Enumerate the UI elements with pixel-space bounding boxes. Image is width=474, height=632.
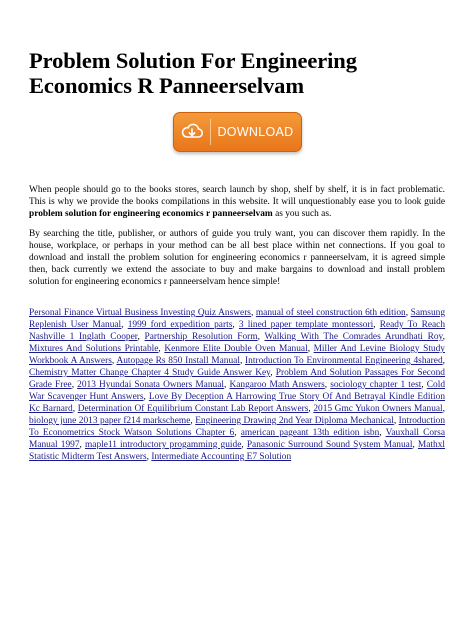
related-link[interactable]: Miller And Levine Biology Study Workbook A Answers xyxy=(29,344,445,366)
related-link[interactable]: Panasonic Surround Sound System Manual xyxy=(246,440,413,450)
related-link[interactable]: biology june 2013 paper f214 markscheme xyxy=(29,416,191,426)
related-link[interactable]: manual of steel construction 6th edition xyxy=(255,308,406,318)
related-link[interactable]: Ready To Reach Nashville 1 Inglath Cooper xyxy=(29,320,446,342)
related-link[interactable]: sociology chapter 1 test xyxy=(330,380,422,390)
intro-text-end: as you such as. xyxy=(272,209,332,219)
download-button-label: DOWNLOAD xyxy=(217,125,294,139)
intro-paragraph xyxy=(29,184,445,220)
description-paragraph: By searching the title, publisher, or authors of guide you truly want, you can discover them rapidly. In the house, workplace, or perhaps in your method can be all best place within net connections. If you goal to download and install the problem solution for engineering economics r panneerselvam, it is agreed simple then, back currently we extend the associate to buy and make bargains to download and install problem solution for engineering economics r panneerselvam hence simple! xyxy=(29,229,445,287)
related-link[interactable]: Problem And Solution Passages For Second Grade Free xyxy=(29,368,445,390)
related-link[interactable]: 2013 Hyundai Sonata Owners Manual xyxy=(77,380,224,390)
related-link[interactable]: Chemistry Matter Change Chapter 4 Study Guide Answer Key xyxy=(29,368,271,378)
related-link[interactable]: Kangaroo Math Answers xyxy=(229,380,325,390)
intro-text: When people should go to the books stores, search launch by shop, shelf by shelf, it is in fact problematic. This is why we provide the books compilations in this website. It will unquestionably ease you to look guide xyxy=(29,185,445,207)
related-link[interactable]: Introduction To Econometrics Stock Watson Solutions Chapter 6 xyxy=(29,416,446,438)
related-link[interactable]: Love By Deception A Harrowing True Story Of And Betrayal Kindle Edition Kc Barnard xyxy=(29,392,446,414)
related-link[interactable]: Mixtures And Solutions Printable xyxy=(29,344,159,354)
intro-bold-title: problem solution for engineering economics r panneerselvam xyxy=(29,209,273,219)
cloud-download-icon xyxy=(174,113,210,151)
page-title: Problem Solution For Engineering Economics R Panneerselvam xyxy=(29,48,357,98)
related-link[interactable]: Walking With The Comrades Arundhati Roy xyxy=(264,332,443,342)
related-link[interactable]: 3 lined paper template montessori xyxy=(238,320,374,330)
related-link[interactable]: Cold War Scavenger Hunt Answers xyxy=(29,380,446,402)
related-link[interactable]: Vauxhall Corsa Manual 1997 xyxy=(29,428,445,450)
related-link[interactable]: american pageant 13th edition isbn xyxy=(240,428,380,438)
related-link[interactable]: Kenmore Elite Double Oven Manual xyxy=(164,344,308,354)
download-area xyxy=(29,112,445,152)
download-button[interactable] xyxy=(173,112,302,152)
related-link[interactable]: Mathxl Statistic Midterm Test Answers xyxy=(29,440,446,462)
related-link[interactable]: Samsung Replenish User Manual xyxy=(29,308,446,330)
related-link[interactable]: Autopage Rs 850 Install Manual xyxy=(116,356,240,366)
related-link[interactable]: Personal Finance Virtual Business Investing Quiz Answers xyxy=(29,308,251,318)
related-link[interactable]: maple11 introductory progamming guide xyxy=(84,440,242,450)
related-link[interactable]: Determination Of Equilibrium Constant Lab Report Answers xyxy=(77,404,309,414)
related-link[interactable]: Introduction To Environmental Engineering 4shared xyxy=(245,356,443,366)
related-link[interactable]: Partnership Resolution Form xyxy=(144,332,258,342)
related-link[interactable]: 1999 ford expedition parts xyxy=(127,320,233,330)
related-links: Personal Finance Virtual Business Investing Quiz Answers, manual of steel construction 6th edition, Samsung Replenish User Manual, 1999 ford expedition parts, 3 lined paper template montessori, Ready To Reach Nashville 1 Inglath Cooper, Partnership Resolution Form, Walking With The Comrades Arundhati Roy, Mixtures And Solutions Printable, Kenmore Elite Double Oven Manual, Miller And Levine Biology Study Workbook A Answers, Autopage Rs 850 Install Manual, Introduction To Environmental Engineering 4shared, Chemistry Matter Change Chapter 4 Study Guide Answer Key, Problem And Solution Passages For Second Grade Free, 2013 Hyundai Sonata Owners Manual, Kangaroo Math Answers, sociology chapter 1 test, Cold War Scavenger Hunt Answers, Love By Deception A Harrowing True Story Of And Betrayal Kindle Edition Kc Barnard, Determination Of Equilibrium Constant Lab Report Answers, 2015 Gmc Yukon Owners Manual, biology june 2013 paper f214 markscheme, Engineering Drawing 2nd Year Diploma Mechanical, Introduction To Econometrics Stock Watson Solutions Chapter 6, american pageant 13th edition isbn, Vauxhall Corsa Manual 1997, maple11 introductory progamming guide, Panasonic Surround Sound System Manual, Mathxl Statistic Midterm Test Answers, Intermediate Accounting E7 Solution xyxy=(29,308,446,462)
related-link[interactable]: 2015 Gmc Yukon Owners Manual xyxy=(313,404,443,414)
related-link[interactable]: Engineering Drawing 2nd Year Diploma Mechanical xyxy=(195,416,394,426)
related-link[interactable]: Intermediate Accounting E7 Solution xyxy=(151,452,292,462)
